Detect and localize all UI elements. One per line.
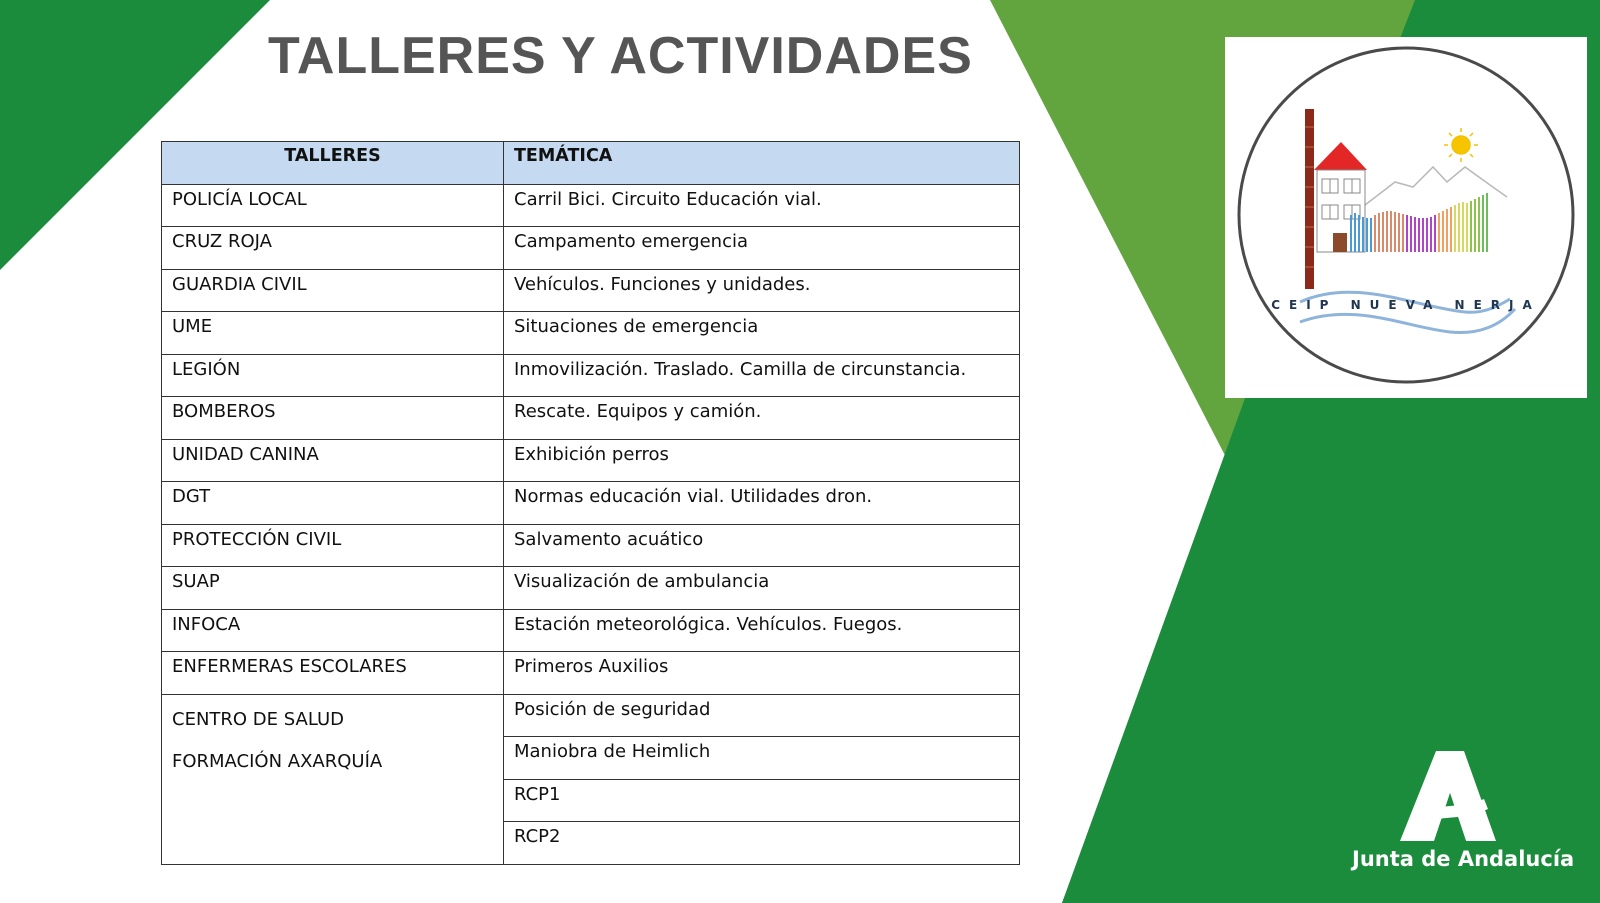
tematica-cell: Normas educación vial. Utilidades dron. [504, 482, 1020, 525]
tematica-cell: Situaciones de emergencia [504, 312, 1020, 355]
tematica-cell: Primeros Auxilios [504, 652, 1020, 695]
taller-cell: ENFERMERAS ESCOLARES [162, 652, 504, 695]
table-row [162, 567, 1020, 610]
table-header-row [162, 142, 1020, 185]
table-row [162, 694, 1020, 737]
taller-cell: UME [162, 312, 504, 355]
tematica-cell: Carril Bici. Circuito Educación vial. [504, 184, 1020, 227]
taller-cell: POLICÍA LOCAL [162, 184, 504, 227]
tematica-cell: Vehículos. Funciones y unidades. [504, 269, 1020, 312]
taller-cell: CRUZ ROJA [162, 227, 504, 270]
taller-cell: LEGIÓN [162, 354, 504, 397]
school-logo-icon [1225, 37, 1587, 398]
header-talleres: TALLERES [162, 142, 504, 185]
taller-group-line2: FORMACIÓN AXARQUÍA [172, 750, 383, 772]
sun-icon [1444, 128, 1478, 162]
taller-cell: PROTECCIÓN CIVIL [162, 524, 504, 567]
table-row [162, 609, 1020, 652]
colored-bars-icon [1351, 193, 1487, 252]
table-row [162, 482, 1020, 525]
taller-cell: INFOCA [162, 609, 504, 652]
tematica-cell: Estación meteorológica. Vehículos. Fuegos. [504, 609, 1020, 652]
tematica-cell: RCP1 [504, 779, 1020, 822]
school-logo-text: CEIP NUEVA NERJA [1271, 298, 1541, 312]
tematica-cell: Exhibición perros [504, 439, 1020, 482]
table-row [162, 269, 1020, 312]
tematica-cell: Campamento emergencia [504, 227, 1020, 270]
taller-group-line1: CENTRO DE SALUD [172, 708, 344, 730]
tematica-cell: Maniobra de Heimlich [504, 737, 1020, 780]
mountains-icon [1365, 167, 1507, 205]
school-logo [1225, 37, 1587, 398]
taller-cell: GUARDIA CIVIL [162, 269, 504, 312]
taller-cell: DGT [162, 482, 504, 525]
junta-logo-text: Junta de Andalucía [1352, 847, 1575, 871]
taller-cell: BOMBEROS [162, 397, 504, 440]
tematica-cell: Rescate. Equipos y camión. [504, 397, 1020, 440]
taller-cell: UNIDAD CANINA [162, 439, 504, 482]
table-row [162, 312, 1020, 355]
tematica-cell: Inmovilización. Traslado. Camilla de circunstancia. [504, 354, 1020, 397]
taller-group-cell [162, 694, 504, 864]
tematica-cell: RCP2 [504, 822, 1020, 865]
table-row [162, 439, 1020, 482]
junta-a-icon [1400, 751, 1496, 843]
workshops-table [161, 141, 1020, 865]
table-row [162, 227, 1020, 270]
table-row [162, 184, 1020, 227]
table-row [162, 397, 1020, 440]
bottom-right-dark-green-shape [1062, 390, 1600, 903]
table-row [162, 354, 1020, 397]
table-row [162, 524, 1020, 567]
header-tematica: TEMÁTICA [504, 142, 1020, 185]
tematica-cell: Posición de seguridad [504, 694, 1020, 737]
tematica-cell: Visualización de ambulancia [504, 567, 1020, 610]
taller-cell: SUAP [162, 567, 504, 610]
slide-title: TALLERES Y ACTIVIDADES [268, 27, 973, 85]
table-row [162, 652, 1020, 695]
tematica-cell: Salvamento acuático [504, 524, 1020, 567]
